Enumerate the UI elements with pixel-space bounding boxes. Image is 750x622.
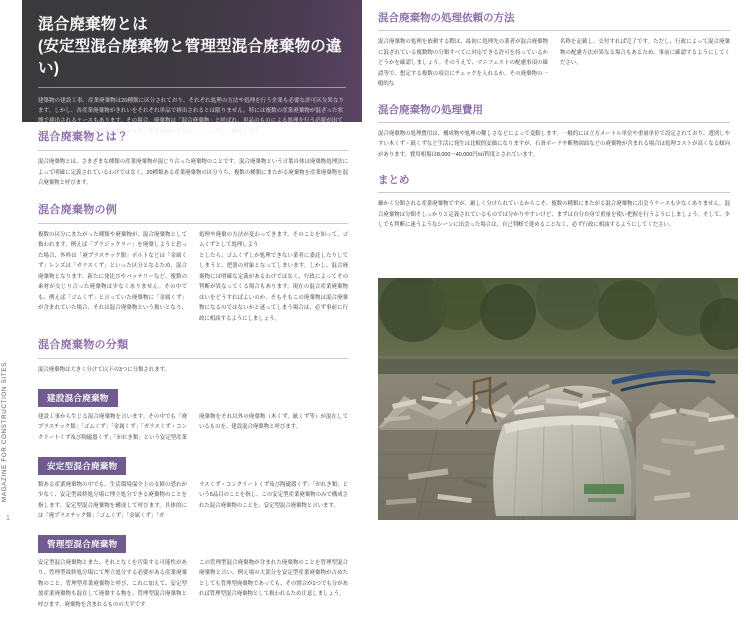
title-lead-paragraph: 建築物の建設工事、産業廃棄物は20種類に区分されており、それぞれ処理の方法や処理を行う企業も必要な許可区分異なります。しかし、各産業廃棄物がきれいをそれぞれ単品で排出されるとは限りません。特には複数の産業廃棄物が混ざった状態で排出されるケースもあります。その場合、廃棄物は「混合廃棄物」と呼ばれ、単品のものによる処理を行う必要が出てきます。今回は、混合廃棄物の概要や分類、処理依頼の方法について、詳しく解説します。: [38, 98, 344, 135]
page-number: 1: [6, 515, 10, 522]
subsection-kanri: [38, 534, 348, 611]
section-body-request-method: [378, 37, 730, 90]
section-rule: [38, 223, 348, 224]
kensetsu-col1: 建設工事から生じる混合廃棄物を言います。その中でも「廃プラスチック類」「ゴムくず」「金属くず」「ガラスくず・コンクリートくず及び陶磁器くず」「がれき類」という安定型産業廃棄物をそれ以外の廃棄物（木くず、紙くず等）が混在しているものを、建設混合廃棄物と呼びます。: [38, 413, 348, 441]
examples-col1: 複数の区分にまたがった種類や廃棄物が、混合廃棄物として扱われます。例えば「プラジックラー」を廃棄しようと思った場合、外枠は「廃プラスチック類」ボルトなどは「金属くず」レンズは「ガラスくず」といった区分となるため、混合廃棄物となります。新たに発比びやバッテリーなど、複数の素材が交じり合った廃棄物は少なくありません。その中でも、例えば「ゴムくず」と言っていた廃棄物に「金属くず」が含まれていた場合、それは混合廃棄物という扱いとなり、処理や廃棄の方法が変わってきます。そのことを知って、ゴムくずとして処理しよう: [38, 231, 348, 312]
subsection-body-kanri: [38, 558, 348, 611]
photo-illustration: [378, 278, 738, 520]
section-heading-cost: 混合廃棄物の処理費用: [378, 103, 483, 116]
title-block: [22, 0, 362, 135]
section-rule: [378, 192, 730, 193]
section-body-examples: [38, 230, 348, 325]
antei-col1: 数ある産業廃棄物の中でも、生活環境保全上の支障の恐れが少なく、安定型最終処分場に埋立処分できる廃棄物のことを指します。安定型混合廃棄物を構成して呼びます。具体的には「廃プラスチック類」「ゴムくず」「金属くず」「ガ: [38, 481, 187, 520]
subsection-label-antei: 安定型混合廃棄物: [38, 457, 126, 475]
photo-construction-waste: [378, 278, 738, 520]
section-rule: [378, 122, 730, 123]
section-heading-classification: 混合廃棄物の分類: [38, 339, 129, 352]
section-body-summary: 細かく分類される産業廃棄物ですが、厳しく分けられているからこそ、複数の種類にまたがる混合廃棄物に出会うケースも少なくありません。混合廃棄物は分類そしっかりと定義されているものでは分かりやすいけど、まずは自分自身で重量を使い把握を行うようにしましょう。そして、少しでも判断に迷うようなシーンに出会った場合は、自己判断で進めることなく、必ず行政に相談するようにしてください。: [378, 201, 730, 229]
section-body-cost: 混合廃棄物の処理費用は、構成物や処理の難しさなどによって変動します。一般的には立方メートル単位や重量単位で設定されており、選別しやすい木くず・紙くずなど生活に発生は比較的安価になりますが、石膏ボードや断熱図面などの廃棄物が含まれる場合は処理コストが高くなる傾向があります。費用相場は8,000〜40,000円/㎥程度とされています。: [378, 130, 730, 158]
section-heading-request-method: 混合廃棄物の処理依頼の方法: [378, 12, 515, 24]
page-title-line2: (安定型混合廃棄物と管理型混合廃棄物の違い): [38, 38, 342, 77]
section-heading-summary: まとめ: [378, 174, 410, 187]
section-rule: [38, 150, 348, 151]
section-rule: [378, 30, 730, 31]
kanri-col2: この管理型混合廃棄物が含まれた廃棄物のことを管理型混合廃棄物と言い、例え場の大部分を安定型産業廃棄物が占めたとしても管理型廃棄物であっても、その割合が1つでも分があれば管理型混合廃棄物として扱われるため注意しましょう。: [199, 559, 348, 598]
left-body: [38, 128, 348, 622]
left-column: [22, 0, 362, 608]
subsection-label-kanri: 管理型混合廃棄物: [38, 535, 126, 553]
right-column: [378, 10, 730, 243]
antei-col2: ラスくず・コンクリートくず及び陶磁器くず」「がれき類」という5品目のことを指し、この安定型産業廃棄物のみで構成された混合廃棄物のことを、安定型混合廃棄物と言います。: [199, 481, 348, 509]
subsection-kensetsu: [38, 388, 348, 444]
examples-col2: としたら、ゴムくずしか処理できない業者に委託したりしてしまうと、把罰の対象となってしまいます。しかし、混合廃棄物には明確な定義があるわけではなく、行政によってその判断が異なってくる場合もあります。現在の混合産業廃棄物はいをどうすればよいのか、そもそもこの廃棄物は混合廃棄物になるのではないかと迷ってしまう場合は、必ず事前に行政に相談するようにしましょう。: [199, 252, 348, 322]
title-divider: [38, 87, 346, 88]
kanri-col1: 安定型混合廃棄物とまた、それとなくを汚染する可能性があり、管理型最終処分場にて埋立処分する必要がある産業廃棄物のこと。管理型産業廃棄物と呼び、これに加えて、安定型放産業廃棄物も混在して廃棄する物を、管理型混合廃棄物と呼びます。廃棄物を含まれるものの大半です: [38, 559, 187, 608]
section-heading-what-is: 混合廃棄物とは？: [38, 131, 129, 143]
subsection-antei: [38, 456, 348, 522]
spine: [0, 0, 22, 530]
page-title-line1: 混合廃棄物とは: [38, 16, 148, 33]
subsection-body-antei: [38, 480, 348, 522]
section-body-classification: 混合廃棄物は大きく分けて以下の3つに分類されます。: [38, 367, 170, 374]
spine-label: MAGAZINE FOR CONSTRUCTION SITES: [1, 362, 8, 502]
subsection-label-kensetsu: 建設混合廃棄物: [38, 389, 118, 407]
section-body-what-is: 混合廃棄物とは、さまざまな種類の産業廃棄物が混じり合った廃棄物のことです。混合廃棄物という言葉自体は廃棄物処理法によって明確に定義されているわけではなく、20種類ある産業廃棄物の区分うち、複数の種類にまたがる廃棄物を産業廃棄物を混合廃棄物と呼びます。: [38, 159, 348, 187]
request-method-col1: 混合廃棄物の処理を依頼する際は、最初に処理先の業者が混合廃棄物に混ざれている複数物の分類すべてに対応できる許可を持っているかどうかを確認しましょう。そのうえで、マニフェストの配慮事項の確認等で、想定する複数の項目にチェックを入れるか、その廃棄物の一般的な: [378, 39, 548, 88]
section-heading-examples: 混合廃棄物の例: [38, 203, 118, 216]
request-method-col2: 名称を記載し、交付すれば完了です。ただし、行政によって混合廃棄物の配慮方法が異なる場合もあるため、事前に確認するようにしてください。: [560, 39, 730, 67]
section-rule: [38, 358, 348, 359]
page-title: [38, 14, 346, 80]
subsection-body-kensetsu: [38, 412, 348, 444]
